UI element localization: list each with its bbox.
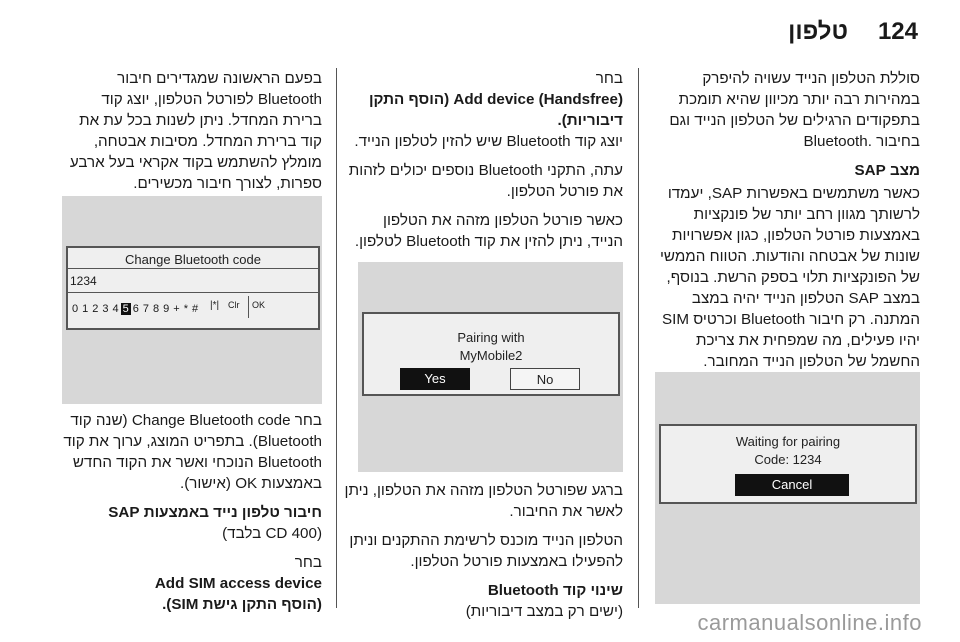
digit-key[interactable]: 8 xyxy=(153,303,160,315)
add-device-label: Add device (Handsfree) (הוסף התקן דיבוריות). xyxy=(368,91,623,129)
left-column-lower xyxy=(62,410,322,623)
pairing-line1: Pairing with xyxy=(457,330,525,345)
right-column xyxy=(655,68,920,409)
watermark: carmanualsonline.info xyxy=(697,610,922,635)
digit-key[interactable]: 6 xyxy=(132,303,139,315)
page-title: טלפון xyxy=(788,18,848,45)
digit-key[interactable]: * xyxy=(183,303,188,315)
title-divider xyxy=(68,268,318,269)
digit-key[interactable]: 1 xyxy=(82,303,89,315)
detect-paragraph: עתה, התקני Bluetooth נוספים יכולים לזהות את פורטל הטלפון. xyxy=(348,162,623,200)
clr-key[interactable]: Clr xyxy=(228,300,240,310)
digit-row xyxy=(70,300,200,318)
select-label-2: בחר xyxy=(294,554,322,571)
code-value: 1234 xyxy=(70,274,97,288)
digit-key[interactable]: 4 xyxy=(112,303,119,315)
change-code-screen-photo xyxy=(62,196,322,404)
page-header xyxy=(0,0,960,60)
default-code-paragraph: בפעם הראשונה שמגדירים חיבור Bluetooth לפורטל הטלפון, יוצג קוד ברירת המחדל. ניתן לשנות בכל עת את קוד ברירת המחדל. מסיבות אבטחה, מומלץ להשתמש בקוד אקראי בעל ארבע ספרות, לצורך חיבור מכשירים. xyxy=(69,70,322,192)
digit-key[interactable]: 7 xyxy=(142,303,149,315)
pairing-screen-photo xyxy=(358,262,623,472)
cancel-button[interactable]: Cancel xyxy=(735,474,849,496)
digit-key[interactable]: 3 xyxy=(102,303,109,315)
code-shown-paragraph: יוצג קוד Bluetooth שיש להזין לטלפון הנייד. xyxy=(354,133,623,150)
pairing-line2: MyMobile2 xyxy=(459,348,523,363)
page-number: 124 xyxy=(877,18,918,45)
pairing-display xyxy=(362,312,620,396)
no-button[interactable]: No xyxy=(510,368,580,390)
change-code-sub: (ישים רק במצב דיבוריות) xyxy=(465,603,623,620)
change-code-heading: שינוי קוד Bluetooth xyxy=(487,582,623,599)
battery-paragraph: סוללת הטלפון הנייד עשויה להיפרק במהירות רבה יותר מכיוון שהיא תומכת בתפקודים הרגילים של הטלפון הנייד וגם בחיבור .Bluetooth xyxy=(669,70,920,150)
digit-key[interactable]: 9 xyxy=(163,303,170,315)
sap-heading: מצב SAP xyxy=(854,162,920,179)
change-code-display xyxy=(66,246,320,330)
nav-key[interactable]: |*| xyxy=(210,300,220,311)
add-sim-hebrew: (הוסף התקן גישת SIM). xyxy=(162,596,322,613)
select-label: בחר xyxy=(595,70,623,87)
middle-column xyxy=(343,68,623,260)
waiting-line1: Waiting for pairing xyxy=(735,434,841,449)
digit-key[interactable]: + xyxy=(173,303,180,315)
column-divider-right xyxy=(638,68,639,608)
digit-key[interactable]: 2 xyxy=(92,303,99,315)
sap-access-heading: חיבור טלפון נייד באמצעות SAP xyxy=(108,504,322,521)
yes-button[interactable]: Yes xyxy=(400,368,470,390)
device-list-paragraph: הטלפון הנייד מוכנס לרשימת ההתקנים וניתן להפעילו באמצעות פורטל הטלפון. xyxy=(349,532,623,570)
sap-access-sub: (CD 400 בלבד) xyxy=(222,525,322,542)
digit-key[interactable]: # xyxy=(191,303,199,315)
add-sim-label: Add SIM access device xyxy=(154,575,322,592)
waiting-screen-photo xyxy=(655,372,920,604)
waiting-display xyxy=(659,424,917,504)
change-code-title: Change Bluetooth code xyxy=(125,252,261,267)
middle-column-lower xyxy=(343,480,623,630)
left-column xyxy=(62,68,322,202)
column-divider-left xyxy=(336,68,337,608)
digit-key[interactable]: 5 xyxy=(122,303,129,315)
digit-key[interactable]: 0 xyxy=(72,303,79,315)
code-divider xyxy=(68,292,318,293)
key-divider xyxy=(248,296,249,318)
change-code-instructions: בחר Change Bluetooth code (שנה קוד Bluetooth). בתפריט המוצג, ערוך את קוד Bluetooth הנוכחי ואשר את הקוד החדש באמצעות OK (אישור). xyxy=(63,412,322,492)
confirm-paragraph: ברגע שפורטל הטלפון מזהה את הטלפון, ניתן לאשר את החיבור. xyxy=(344,482,623,520)
waiting-line2: Code: 1234 xyxy=(754,452,822,467)
enter-code-paragraph: כאשר פורטל הטלפון מזהה את הטלפון הנייד, ניתן להזין את קוד Bluetooth לטלפון. xyxy=(354,212,623,250)
ok-key[interactable]: OK xyxy=(252,300,266,310)
sap-paragraph: כאשר משתמשים באפשרות SAP, יעמדו לרשותך מגוון רחב יותר של פונקציות באמצעות פורטל הטלפון, כגון אפשרויות שונות של אבטחה והודעות. הטווח הממשי של הפונקציות תלוי בספק הרשת. בנוסף, במצב SAP הטלפון הנייד יהיה במצב המתנה. רק חיבור Bluetooth וכרטיס SIM יהיו פעילים, מה שמפחית את צריכת החשמל של הטלפון הנייד המחובר. xyxy=(659,185,920,370)
